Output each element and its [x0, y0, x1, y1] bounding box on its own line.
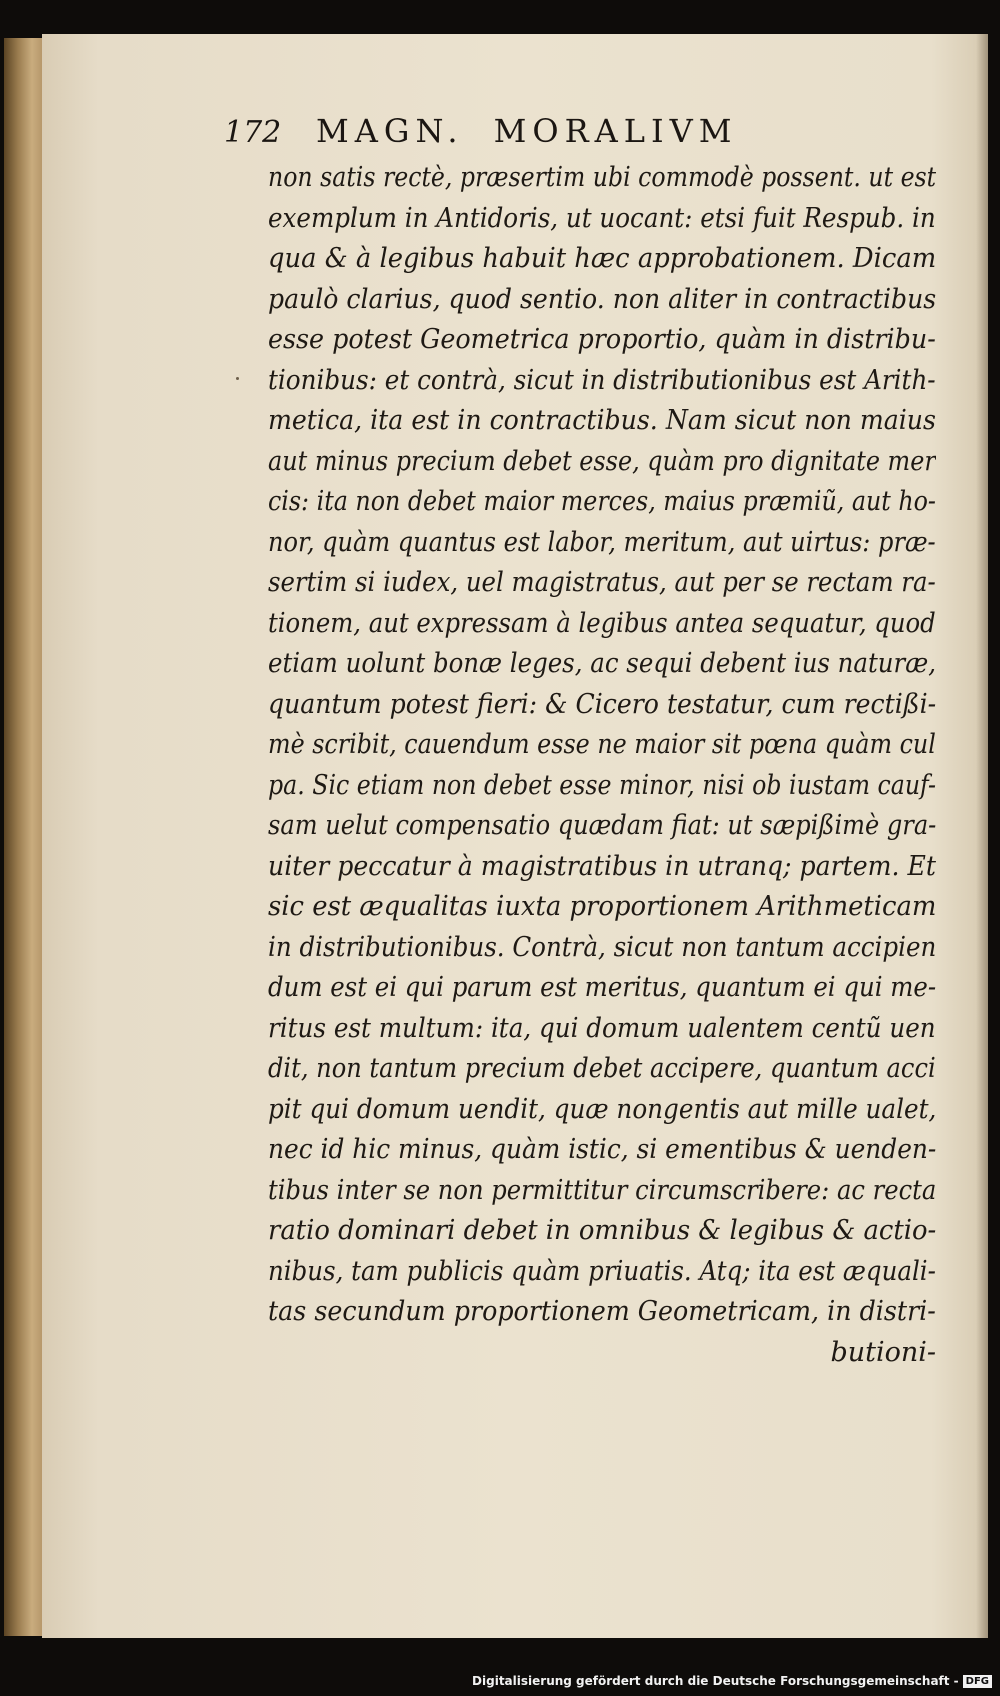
text-line: sam uelut compensatio quædam fiat: ut sæpißimè gra-: [268, 810, 936, 841]
text-line: tibus inter se non permittitur circumscribere: ac recta: [268, 1174, 936, 1206]
digitization-credit: [472, 1674, 992, 1688]
book-page-edges: [4, 38, 44, 1636]
page-header: [224, 112, 864, 150]
text-line: ratio dominari debet in omnibus & legibus & actio-: [268, 1215, 936, 1246]
text-line: qua & à legibus habuit hæc approbationem. Dicam: [268, 243, 936, 274]
text-line: metica, ita est in contractibus. Nam sicut non maius: [268, 405, 936, 436]
text-line: esse potest Geometrica proportio, quàm in distribu-: [268, 324, 936, 355]
text-line: quantum potest fieri: & Cicero testatur, cum rectißi-: [268, 688, 936, 720]
text-line: dit, non tantum precium debet accipere, quantum acci: [268, 1053, 936, 1084]
running-title-word-1: MAGN.: [316, 112, 464, 150]
text-line: sertim si iudex, uel magistratus, aut per se rectam ra-: [268, 567, 936, 598]
text-line: aut minus precium debet esse, quàm pro dignitate mer: [268, 445, 936, 477]
text-line: nor, quàm quantus est labor, meritum, aut uirtus: præ-: [268, 526, 936, 558]
text-line: in distributionibus. Contrà, sicut non tantum accipien: [268, 931, 936, 963]
text-line: nibus, tam publicis quàm priuatis. Atq; ita est æquali-: [268, 1255, 936, 1287]
text-line: mè scribit, cauendum esse ne maior sit pœna quàm cul: [268, 729, 936, 760]
text-line: ritus est multum: ita, qui domum ualentem centũ uen: [268, 1012, 936, 1044]
text-line: nec id hic minus, quàm istic, si ementibus & uenden-: [268, 1134, 936, 1165]
page-gutter-shadow: [976, 34, 988, 1638]
running-title: [316, 112, 738, 150]
text-line: tionibus: et contrà, sicut in distributionibus est Arith-: [268, 364, 936, 396]
text-line: cis: ita non debet maior merces, maius præmiũ, aut ho-: [268, 486, 936, 517]
text-line: pit qui domum uendit, quæ nongentis aut mille ualet,: [268, 1093, 936, 1125]
credit-text: Digitalisierung gefördert durch die Deutsche Forschungsgemeinschaft -: [472, 1674, 959, 1688]
text-line: paulò clarius, quod sentio. non aliter in contractibus: [268, 283, 936, 315]
text-line: non satis rectè, præsertim ubi commodè possent. ut est: [268, 162, 936, 193]
text-line: uiter peccatur à magistratibus in utranq; partem. Et: [268, 850, 936, 882]
text-line: dum est ei qui parum est meritus, quantum ei qui me-: [268, 972, 936, 1003]
margin-dot-mark: [236, 377, 239, 380]
text-line: exemplum in Antidoris, ut uocant: etsi fuit Respub. in: [268, 202, 936, 234]
catchword: butioni-: [830, 1336, 936, 1368]
text-line: tionem, aut expressam à legibus antea sequatur, quod: [268, 607, 936, 639]
text-line: tas secundum proportionem Geometricam, in distri-: [268, 1296, 936, 1327]
text-line: etiam uolunt bonæ leges, ac sequi debent ius naturæ,: [268, 648, 936, 679]
running-title-word-2: MORALIVM: [493, 112, 738, 150]
text-line: sic est æqualitas iuxta proportionem Arithmeticam: [268, 891, 936, 922]
dfg-logo: DFG: [963, 1675, 992, 1688]
folio-number: 172: [224, 115, 282, 150]
text-line: pa. Sic etiam non debet esse minor, nisi ob iustam cauf-: [268, 769, 936, 801]
body-text: [268, 158, 936, 1373]
